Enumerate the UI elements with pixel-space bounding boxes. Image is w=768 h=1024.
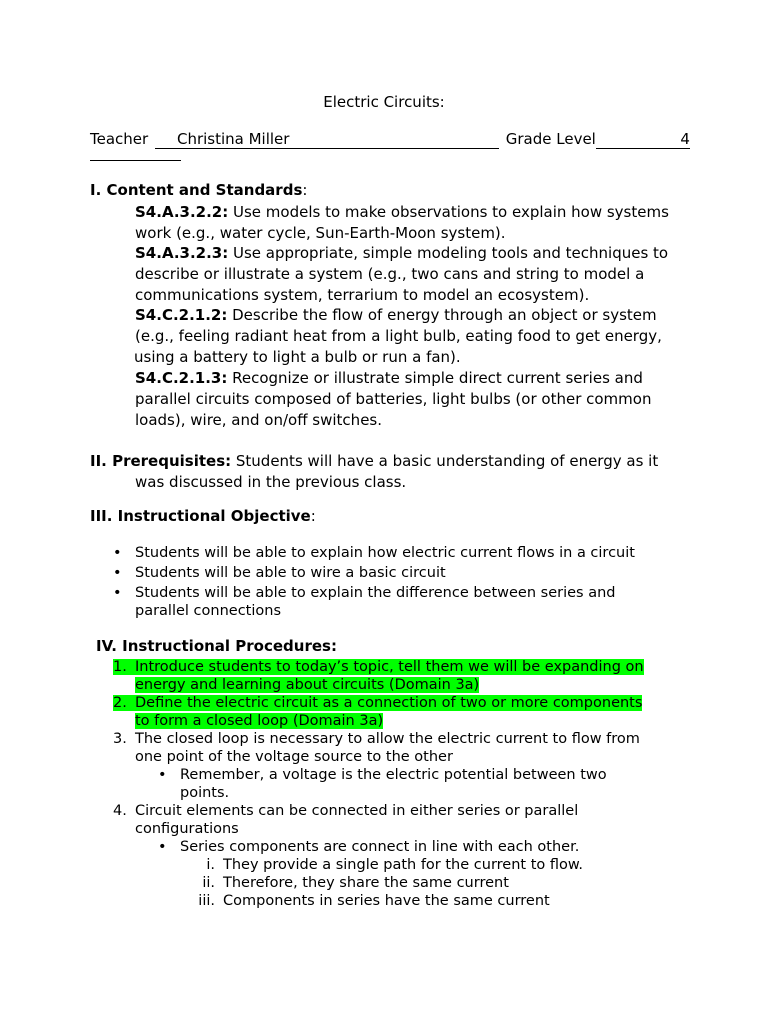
section-4-heading: IV. Instructional Procedures:: [96, 637, 337, 655]
standard-3: S4.C.2.1.2: Describe the flow of energy through an object or system (e.g., feeling radiant heat from a light bulb, eating food to get energy, using a battery to light a bulb or run a fan).: [134, 306, 662, 366]
list-item: 4. Circuit elements can be connected in either series or parallel configurations • Series components are connect in line with each other. i. They provide a single path for the current to flow. ii. Therefore, they share the same current iii. Components in series have the same current: [113, 802, 644, 910]
section-1-heading: I. Content and Standards:: [90, 181, 308, 199]
roman-item: i. They provide a single path for the current to flow.: [206, 857, 584, 873]
document-title: Electric Circuits:: [323, 93, 445, 111]
teacher-name-field: [155, 131, 499, 149]
standard-1: S4.A.3.2.2: Use models to make observations to explain how systems work (e.g., water cycle, Sun-Earth-Moon system).: [135, 203, 669, 242]
objectives-list: • Students will be able to explain how electric current flows in a circuit • Students will be able to wire a basic circuit • Students will be able to explain the difference between series and parallel connections: [113, 545, 635, 619]
section-3-heading: III. Instructional Objective:: [90, 507, 316, 525]
list-item: 3. The closed loop is necessary to allow the electric current to flow from one point of the voltage source to the other • Remember, a voltage is the electric potential between two points.: [113, 731, 640, 801]
standard-4: S4.C.2.1.3: Recognize or illustrate simple direct current series and parallel circuits composed of batteries, light bulbs (or other common loads), wire, and on/off switches.: [135, 369, 652, 429]
procedures-list: [113, 658, 644, 910]
section-2: II. Prerequisites: Students will have a basic understanding of energy as it was discussed in the previous class.: [90, 452, 659, 491]
teacher-name: Christina Miller: [176, 130, 290, 148]
list-item: • Students will be able to explain how electric current flows in a circuit: [113, 545, 635, 561]
list-item: • Students will be able to explain the difference between series and: [113, 585, 616, 601]
list-item: 2. Define the electric circuit as a connection of two or more components to form a closed loop (Domain 3a): [113, 695, 643, 729]
standard-2: S4.A.3.2.3: Use appropriate, simple modeling tools and techniques to describe or illustrate a system (e.g., two cans and string to model a communications system, terrarium to model an ecosystem).: [135, 244, 669, 304]
teacher-label: Teacher: [90, 130, 149, 148]
section-2-heading: II. Prerequisites:: [90, 452, 232, 470]
teacher-line: [90, 130, 690, 149]
list-item: 1. Introduce students to today’s topic, tell them we will be expanding on energy and learning about circuits (Domain 3a): [113, 659, 644, 693]
grade-level-value: 4: [680, 130, 690, 148]
grade-level-field: [596, 131, 690, 149]
roman-item: ii. Therefore, they share the same current: [202, 875, 509, 891]
grade-level-label: Grade Level: [505, 130, 596, 148]
roman-item: iii. Components in series have the same current: [198, 893, 550, 909]
list-item: • Students will be able to wire a basic circuit: [113, 565, 446, 581]
grade-underline-continuation: [90, 148, 181, 161]
